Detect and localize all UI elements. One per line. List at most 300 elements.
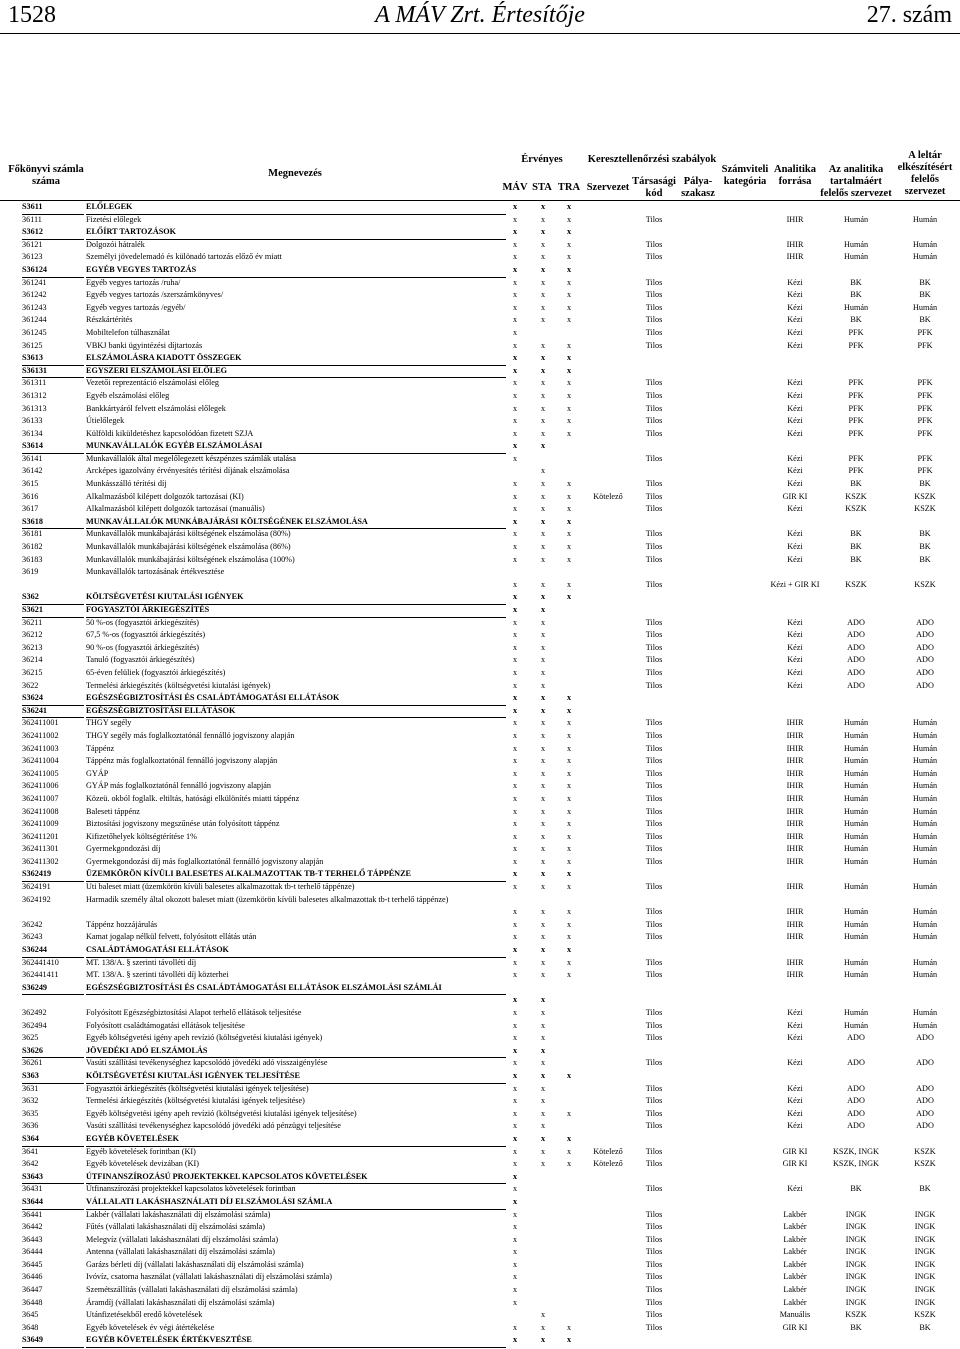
cell-name: Egyéb vegyes tartozás /szerszámkönyves/ (86, 290, 224, 300)
cell-m: x (512, 315, 518, 325)
cell-af: IHIR (786, 957, 804, 967)
table-row (0, 491, 960, 504)
cell-t: x (566, 214, 572, 224)
cell-tk: Tilos (645, 239, 663, 249)
cell-s: x (540, 277, 546, 287)
cell-lf: KSZK (914, 504, 936, 514)
cell-af: Kézi (787, 390, 803, 400)
cell-m: x (512, 1247, 518, 1257)
cell-s: x (540, 882, 546, 892)
cell-tk: Tilos (645, 1322, 663, 1332)
table-row (0, 327, 960, 340)
cell-tk: Tilos (645, 781, 663, 791)
cell-lf: INGK (914, 1209, 936, 1219)
cell-code: 3616 (22, 491, 39, 501)
cell-code: 36181 (22, 529, 43, 539)
cell-tk: Tilos (645, 327, 663, 337)
cell-lf: ADO (916, 1096, 934, 1106)
table-row (0, 629, 960, 642)
section-row (0, 1334, 960, 1347)
cell-m: x (512, 252, 518, 262)
cell-code: 36444 (22, 1247, 43, 1257)
cell-af: Kézi (787, 667, 803, 677)
cell-af: Kézi (787, 554, 803, 564)
cell-t: x (566, 592, 572, 602)
cell-s: x (540, 466, 546, 476)
cell-code: 362411007 (22, 793, 59, 803)
cell-code: 36214 (22, 655, 43, 665)
table-row (0, 566, 960, 591)
cell-lf: BK (919, 1322, 931, 1332)
table-row (0, 1158, 960, 1171)
cell-m: x (512, 1033, 518, 1043)
cell-tk: Tilos (645, 491, 663, 501)
cell-tk: Tilos (645, 504, 663, 514)
cell-m: x (512, 1020, 518, 1030)
cell-name: KÖLTSÉGVETÉSI KIUTALÁSI IGÉNYEK (86, 591, 506, 605)
cell-name: KÖLTSÉGVETÉSI KIUTALÁSI IGÉNYEK TELJESÍTÉSE (86, 1070, 506, 1084)
table-row (0, 465, 960, 478)
table-row (0, 428, 960, 441)
cell-s: x (540, 1310, 546, 1320)
cell-at: ADO (847, 680, 865, 690)
cell-t: x (566, 718, 572, 728)
cell-sz: Kötelező (593, 1159, 623, 1169)
section-row (0, 705, 960, 718)
cell-at: Humán (843, 730, 869, 740)
cell-code: 362441411 (22, 970, 59, 980)
table-row (0, 1309, 960, 1322)
cell-at: INGK (845, 1209, 867, 1219)
cell-lf: KSZK (914, 1159, 936, 1169)
cell-tk: Tilos (645, 390, 663, 400)
cell-af: IHIR (786, 970, 804, 980)
cell-tk: Tilos (645, 1259, 663, 1269)
cell-tk: Tilos (645, 554, 663, 564)
cell-code: 362411006 (22, 781, 59, 791)
cell-lf: PFK (917, 327, 933, 337)
cell-code: S3611 (22, 201, 84, 215)
cell-m: x (512, 403, 518, 413)
cell-name: Fűtés (vállalati lakáshasználati díj elszámolási számla) (86, 1222, 265, 1232)
table-row (0, 768, 960, 781)
cell-code: S3613 (22, 352, 84, 366)
cell-code: 361245 (22, 327, 47, 337)
cell-af: IHIR (786, 882, 804, 892)
cell-s: x (540, 214, 546, 224)
cell-m: x (512, 1297, 518, 1307)
cell-lf: INGK (914, 1297, 936, 1307)
table-row (0, 214, 960, 227)
section-row (0, 352, 960, 365)
cell-at: PFK (848, 340, 864, 350)
cell-s: x (540, 932, 546, 942)
cell-tk: Tilos (645, 1234, 663, 1244)
cell-m: x (512, 1121, 518, 1131)
cell-at: ADO (847, 655, 865, 665)
cell-name: 90 %-os (fogyasztói árkiegészítés) (86, 642, 199, 652)
cell-m: x (512, 277, 518, 287)
table-row (0, 1007, 960, 1020)
cell-code: S3624 (22, 692, 84, 706)
cell-m: x (512, 756, 518, 766)
cell-af: IHIR (786, 781, 804, 791)
cell-tk: Tilos (645, 378, 663, 388)
cell-m: x (512, 919, 518, 929)
cell-af: Manuális (779, 1310, 811, 1320)
cell-tk: Tilos (645, 630, 663, 640)
cell-at: PFK (848, 453, 864, 463)
cell-s: x (540, 617, 546, 627)
cell-af: Lakbér (783, 1259, 807, 1269)
cell-t: x (566, 831, 572, 841)
cell-t: x (566, 957, 572, 967)
cell-at: Humán (843, 957, 869, 967)
cell-af: Kézi (787, 1083, 803, 1093)
cell-m: x (512, 214, 518, 224)
table-row (0, 1032, 960, 1045)
cell-af: Kézi (787, 315, 803, 325)
cell-s: x (540, 1008, 546, 1017)
cell-name: Munkavállalók munkábajárási költségének elszámolása (100%) (86, 554, 295, 564)
col-tarsasagi: Társasági kód (632, 176, 676, 199)
cell-s: x (540, 365, 546, 375)
section-row (0, 604, 960, 617)
cell-m: x (512, 542, 518, 552)
cell-at: ADO (847, 617, 865, 627)
cell-t: x (566, 970, 572, 980)
cell-tk: Tilos (645, 617, 663, 627)
cell-lf: BK (919, 290, 931, 300)
table-row (0, 806, 960, 819)
cell-tk: Tilos (645, 882, 663, 892)
cell-s: x (540, 793, 546, 803)
cell-m: x (512, 1222, 518, 1232)
cell-at: Humán (843, 793, 869, 803)
cell-at: KSZK, INGK (833, 1159, 879, 1169)
cell-s: x (540, 504, 546, 514)
cell-name: ELŐLEGEK (86, 201, 506, 215)
cell-name: Vezetői reprezentáció elszámolási előleg (86, 378, 219, 388)
cell-m: x (512, 390, 518, 400)
cell-t: x (566, 856, 572, 866)
cell-s: x (540, 428, 546, 438)
cell-t: x (566, 378, 572, 388)
cell-t: x (566, 869, 572, 879)
cell-tk: Tilos (645, 1108, 663, 1118)
cell-name: Táppénz hozzájárulás (86, 919, 158, 929)
cell-s: x (540, 1121, 546, 1131)
table-row (0, 1246, 960, 1259)
cell-name: 65-éven felüliek (fogyasztói árkiegészítés) (86, 667, 226, 677)
table-row (0, 1221, 960, 1234)
cell-s: x (540, 667, 546, 677)
cell-af: Kézi (787, 1008, 803, 1017)
cell-s: x (540, 340, 546, 350)
cell-m: x (512, 479, 518, 489)
cell-t: x (566, 768, 572, 778)
cell-t: x (566, 416, 572, 426)
cell-lf: Humán (912, 756, 938, 766)
cell-tk: Tilos (645, 428, 663, 438)
cell-m: x (512, 378, 518, 388)
cell-tk: Tilos (645, 1020, 663, 1030)
cell-name: Személyi jövedelemadó és különadó tartozás előző év miatt (86, 252, 282, 262)
cell-t: x (566, 290, 572, 300)
cell-at: PFK (848, 466, 864, 476)
cell-lf: ADO (916, 617, 934, 627)
cell-name: 50 %-os (fogyasztói árkiegészítés) (86, 617, 199, 627)
cell-t: x (566, 793, 572, 803)
cell-m: x (512, 365, 518, 375)
cell-lf: INGK (914, 1247, 936, 1257)
cell-m: x (512, 579, 518, 589)
cell-lf: PFK (917, 378, 933, 388)
cell-s: x (540, 554, 546, 564)
cell-tk: Tilos (645, 542, 663, 552)
table-row (0, 793, 960, 806)
cell-at: Humán (843, 844, 869, 854)
cell-tk: Tilos (645, 655, 663, 665)
cell-af: IHIR (786, 743, 804, 753)
cell-m: x (512, 1184, 518, 1194)
cell-at: Humán (843, 1008, 869, 1017)
cell-code: S3621 (22, 604, 84, 618)
cell-at: Humán (843, 214, 869, 224)
table-row (0, 894, 960, 919)
cell-m: x (512, 693, 518, 703)
cell-name: Biztosítási jogviszony megszűnése után folyósított táppénz (86, 819, 280, 829)
cell-tk: Tilos (645, 252, 663, 262)
cell-name: EGÉSZSÉGBIZTOSÍTÁSI ÉS CSALÁDTÁMOGATÁSI ELLÁTÁSOK (86, 692, 506, 706)
cell-s: x (540, 718, 546, 728)
cell-t: x (566, 1108, 572, 1118)
cell-code: 362411004 (22, 756, 59, 766)
cell-af: Kézi (787, 378, 803, 388)
cell-af: IHIR (786, 252, 804, 262)
table-row (0, 1297, 960, 1310)
cell-at: Humán (843, 819, 869, 829)
cell-lf: PFK (917, 390, 933, 400)
cell-at: ADO (847, 667, 865, 677)
cell-m: x (512, 353, 518, 363)
cell-lf: Humán (912, 970, 938, 980)
cell-lf: BK (919, 554, 931, 564)
cell-s: x (540, 693, 546, 703)
cell-s: x (540, 529, 546, 539)
cell-tk: Tilos (645, 856, 663, 866)
cell-lf: KSZK (914, 491, 936, 501)
cell-tk: Tilos (645, 1272, 663, 1282)
cell-tk: Tilos (645, 718, 663, 728)
cell-m: x (512, 1146, 518, 1156)
cell-s: x (540, 1045, 546, 1055)
table-row (0, 1234, 960, 1247)
cell-at: PFK (848, 416, 864, 426)
col-mav: MÁV (502, 182, 528, 193)
cell-at: ADO (847, 1058, 865, 1068)
cell-at: Humán (843, 743, 869, 753)
cell-code: 36213 (22, 642, 43, 652)
cell-code: S362 (22, 591, 84, 605)
cell-tk: Tilos (645, 479, 663, 489)
cell-af: IHIR (786, 932, 804, 942)
cell-name: Gyermekgondozási díj (86, 844, 161, 854)
cell-lf: Humán (912, 907, 938, 917)
cell-t: x (566, 945, 572, 955)
cell-s: x (540, 1108, 546, 1118)
section-row (0, 440, 960, 453)
cell-name: EGÉSZSÉGBIZTOSÍTÁSI ELLÁTÁSOK (86, 705, 506, 719)
cell-tk: Tilos (645, 277, 663, 287)
table-row (0, 780, 960, 793)
cell-at: BK (850, 479, 862, 489)
cell-m: x (512, 1159, 518, 1169)
cell-code: 362441410 (22, 957, 59, 967)
cell-name: JÖVEDÉKI ADÓ ELSZÁMOLÁS (86, 1045, 506, 1059)
table-row (0, 1095, 960, 1108)
cell-lf: INGK (914, 1234, 936, 1244)
cell-lf: Humán (912, 252, 938, 262)
cell-af: Kézi (787, 479, 803, 489)
cell-name: Egyéb elszámolási előleg (86, 390, 170, 400)
cell-lf: ADO (916, 630, 934, 640)
cell-tk: Tilos (645, 340, 663, 350)
cell-af: IHIR (786, 856, 804, 866)
cell-m: x (512, 1096, 518, 1106)
cell-sz: Kötelező (593, 491, 623, 501)
cell-name: Ivóvíz, csatorna használat (vállalati lakáshasználati díj elszámolási számla) (86, 1272, 332, 1282)
cell-m: x (512, 781, 518, 791)
cell-tk: Tilos (645, 1297, 663, 1307)
cell-code: 3622 (22, 680, 39, 690)
cell-af: IHIR (786, 831, 804, 841)
cell-t: x (566, 1159, 572, 1169)
cell-s: x (540, 806, 546, 816)
cell-at: PFK (848, 428, 864, 438)
cell-s: x (540, 290, 546, 300)
cell-at: KSZK (845, 579, 867, 589)
cell-m: x (512, 327, 518, 337)
cell-name: CSALÁDTÁMOGATÁSI ELLÁTÁSOK (86, 944, 506, 958)
table-row (0, 654, 960, 667)
cell-tk: Tilos (645, 1083, 663, 1093)
cell-t: x (566, 479, 572, 489)
cell-m: x (512, 806, 518, 816)
cell-t: x (566, 529, 572, 539)
cell-af: Kézi (787, 529, 803, 539)
cell-code: 3632 (22, 1096, 39, 1106)
cell-code: 361244 (22, 315, 47, 325)
table-row (0, 403, 960, 416)
cell-lf: Humán (912, 768, 938, 778)
cell-t: x (566, 844, 572, 854)
cell-name: Garázs bérleti díj (vállalati lakáshasználati díj elszámolási számla) (86, 1259, 304, 1269)
cell-s: x (540, 945, 546, 955)
cell-at: Humán (843, 252, 869, 262)
cell-name: EGYÉB VEGYES TARTOZÁS (86, 264, 506, 278)
cell-t: x (566, 1146, 572, 1156)
cell-name: Baleseti táppénz (86, 806, 140, 816)
cell-at: PFK (848, 378, 864, 388)
cell-tk: Tilos (645, 579, 663, 589)
cell-t: x (566, 302, 572, 312)
table-row (0, 302, 960, 315)
cell-af: Lakbér (783, 1285, 807, 1295)
cell-af: Lakbér (783, 1209, 807, 1219)
cell-m: x (512, 264, 518, 274)
cell-s: x (540, 239, 546, 249)
cell-af: Kézi (787, 1108, 803, 1118)
cell-m: x (512, 491, 518, 501)
cell-code: S36249 (22, 982, 84, 996)
cell-s: x (540, 1033, 546, 1043)
cell-code: 36431 (22, 1184, 43, 1194)
cell-t: x (566, 277, 572, 287)
cell-at: Humán (843, 856, 869, 866)
cell-code: 36243 (22, 932, 43, 942)
cell-name: Egyéb vegyes tartozás /egyéb/ (86, 302, 186, 312)
cell-at: ADO (847, 1083, 865, 1093)
cell-name: Lakbér (vállalati lakáshasználati díj elszámolási számla) (86, 1209, 271, 1219)
cell-name: Áramdíj (vállalati lakáshasználati díj elszámolási számla) (86, 1297, 275, 1307)
cell-af: Kézi (787, 416, 803, 426)
cell-lf: ADO (916, 1108, 934, 1118)
cell-at: BK (850, 277, 862, 287)
cell-code: S364 (22, 1133, 84, 1147)
cell-t: x (566, 1322, 572, 1332)
cell-m: x (512, 945, 518, 955)
cell-name: Egyéb követelések devizában (KI) (86, 1159, 199, 1169)
cell-name: Melegvíz (vállalati lakáshasználati díj elszámolási számla) (86, 1234, 279, 1244)
cell-tk: Tilos (645, 1310, 663, 1320)
cell-t: x (566, 705, 572, 715)
cell-t: x (566, 907, 572, 917)
cell-at: BK (850, 290, 862, 300)
cell-af: Kézi (787, 1096, 803, 1106)
cell-m: x (512, 592, 518, 602)
cell-name: FOGYASZTÓI ÁRKIEGÉSZÍTÉS (86, 604, 506, 618)
cell-s: x (540, 819, 546, 829)
cell-s: x (540, 995, 546, 1005)
cell-s: x (540, 1146, 546, 1156)
cell-name: Táppénz (86, 743, 115, 753)
cell-lf: Humán (912, 932, 938, 942)
cell-tk: Tilos (645, 743, 663, 753)
cell-s: x (540, 1020, 546, 1030)
cell-lf: PFK (917, 340, 933, 350)
cell-af: IHIR (786, 819, 804, 829)
cell-name: Egyéb költségvetési igény apeh revízió (költségvetési kiutalási igények) (86, 1033, 323, 1043)
cell-at: KSZK (845, 491, 867, 501)
cell-code: 36442 (22, 1222, 43, 1232)
cell-t: x (566, 491, 572, 501)
cell-m: x (512, 1008, 518, 1017)
cell-name: MT. 138/A. § szerinti távolléti díj közterhei (86, 970, 229, 980)
cell-at: INGK (845, 1297, 867, 1307)
cell-tk: Tilos (645, 1096, 663, 1106)
table-row (0, 1209, 960, 1222)
cell-code: 36242 (22, 919, 43, 929)
cell-lf: Humán (912, 819, 938, 829)
cell-at: Humán (843, 919, 869, 929)
cell-tk: Tilos (645, 680, 663, 690)
cell-lf: INGK (914, 1259, 936, 1269)
cell-at: Humán (843, 806, 869, 816)
cell-t: x (566, 806, 572, 816)
cell-m: x (512, 428, 518, 438)
cell-at: Humán (843, 907, 869, 917)
